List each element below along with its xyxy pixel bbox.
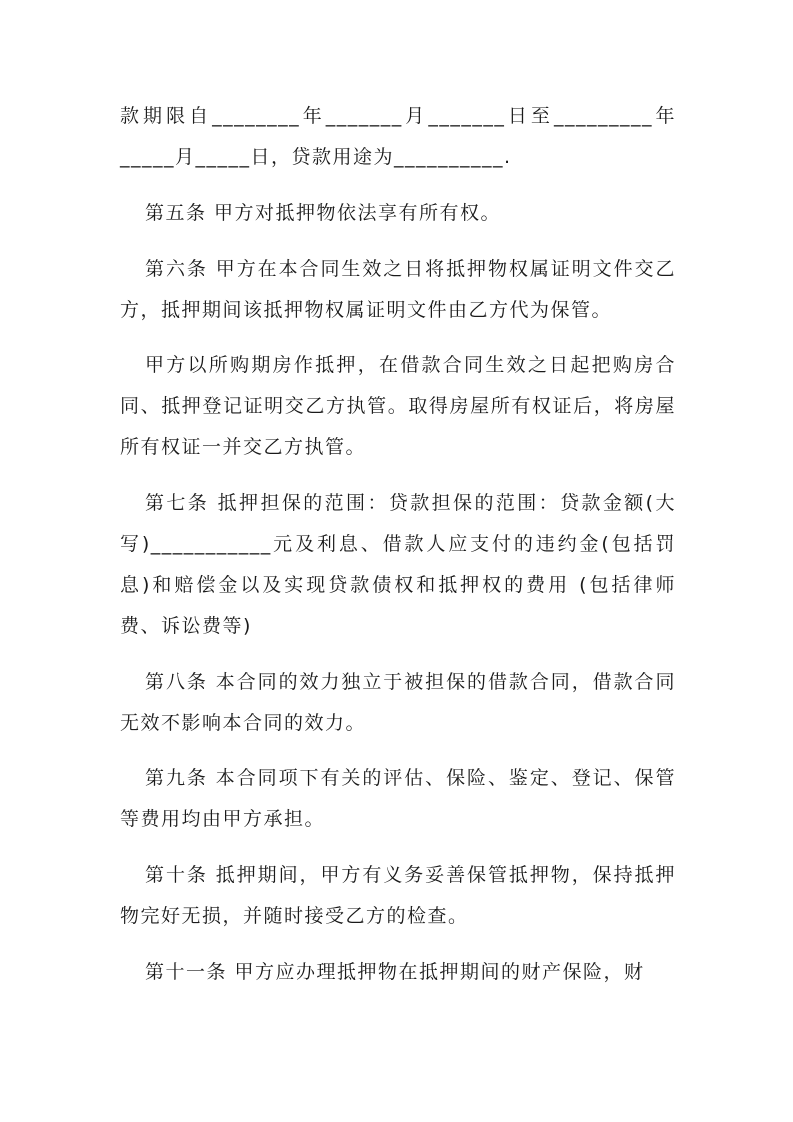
paragraph-article-10: 第十条 抵押期间，甲方有义务妥善保管抵押物，保持抵押物完好无损，并随时接受乙方的检查。 <box>120 864 676 927</box>
paragraph-loan-term: 款期限自________年_______月_______日至_________年_____月_____日，贷款用途为__________. <box>120 105 676 168</box>
paragraph-article-6: 第六条 甲方在本合同生效之日将抵押物权属证明文件交乙方，抵押期间该抵押物权属证明文件由乙方代为保管。 <box>120 258 676 321</box>
paragraph-presale-housing: 甲方以所购期房作抵押，在借款合同生效之日起把购房合同、抵押登记证明交乙方执管。取得房屋所有权证后，将房屋所有权证一并交乙方执管。 <box>120 354 676 458</box>
paragraph-article-11: 第十一条 甲方应办理抵押物在抵押期间的财产保险，财 <box>145 961 645 983</box>
paragraph-article-7: 第七条 抵押担保的范围：贷款担保的范围：贷款金额(大写)___________元及利息、借款人应支付的违约金(包括罚息)和赔偿金以及实现贷款债权和抵押权的费用 (包括律师费、诉讼费等) <box>120 492 676 637</box>
paragraph-article-9: 第九条 本合同项下有关的评估、保险、鉴定、登记、保管等费用均由甲方承担。 <box>120 767 676 830</box>
paragraph-article-8: 第八条 本合同的效力独立于被担保的借款合同，借款合同无效不影响本合同的效力。 <box>120 671 676 734</box>
paragraph-article-5: 第五条 甲方对抵押物依法享有所有权。 <box>145 202 502 224</box>
